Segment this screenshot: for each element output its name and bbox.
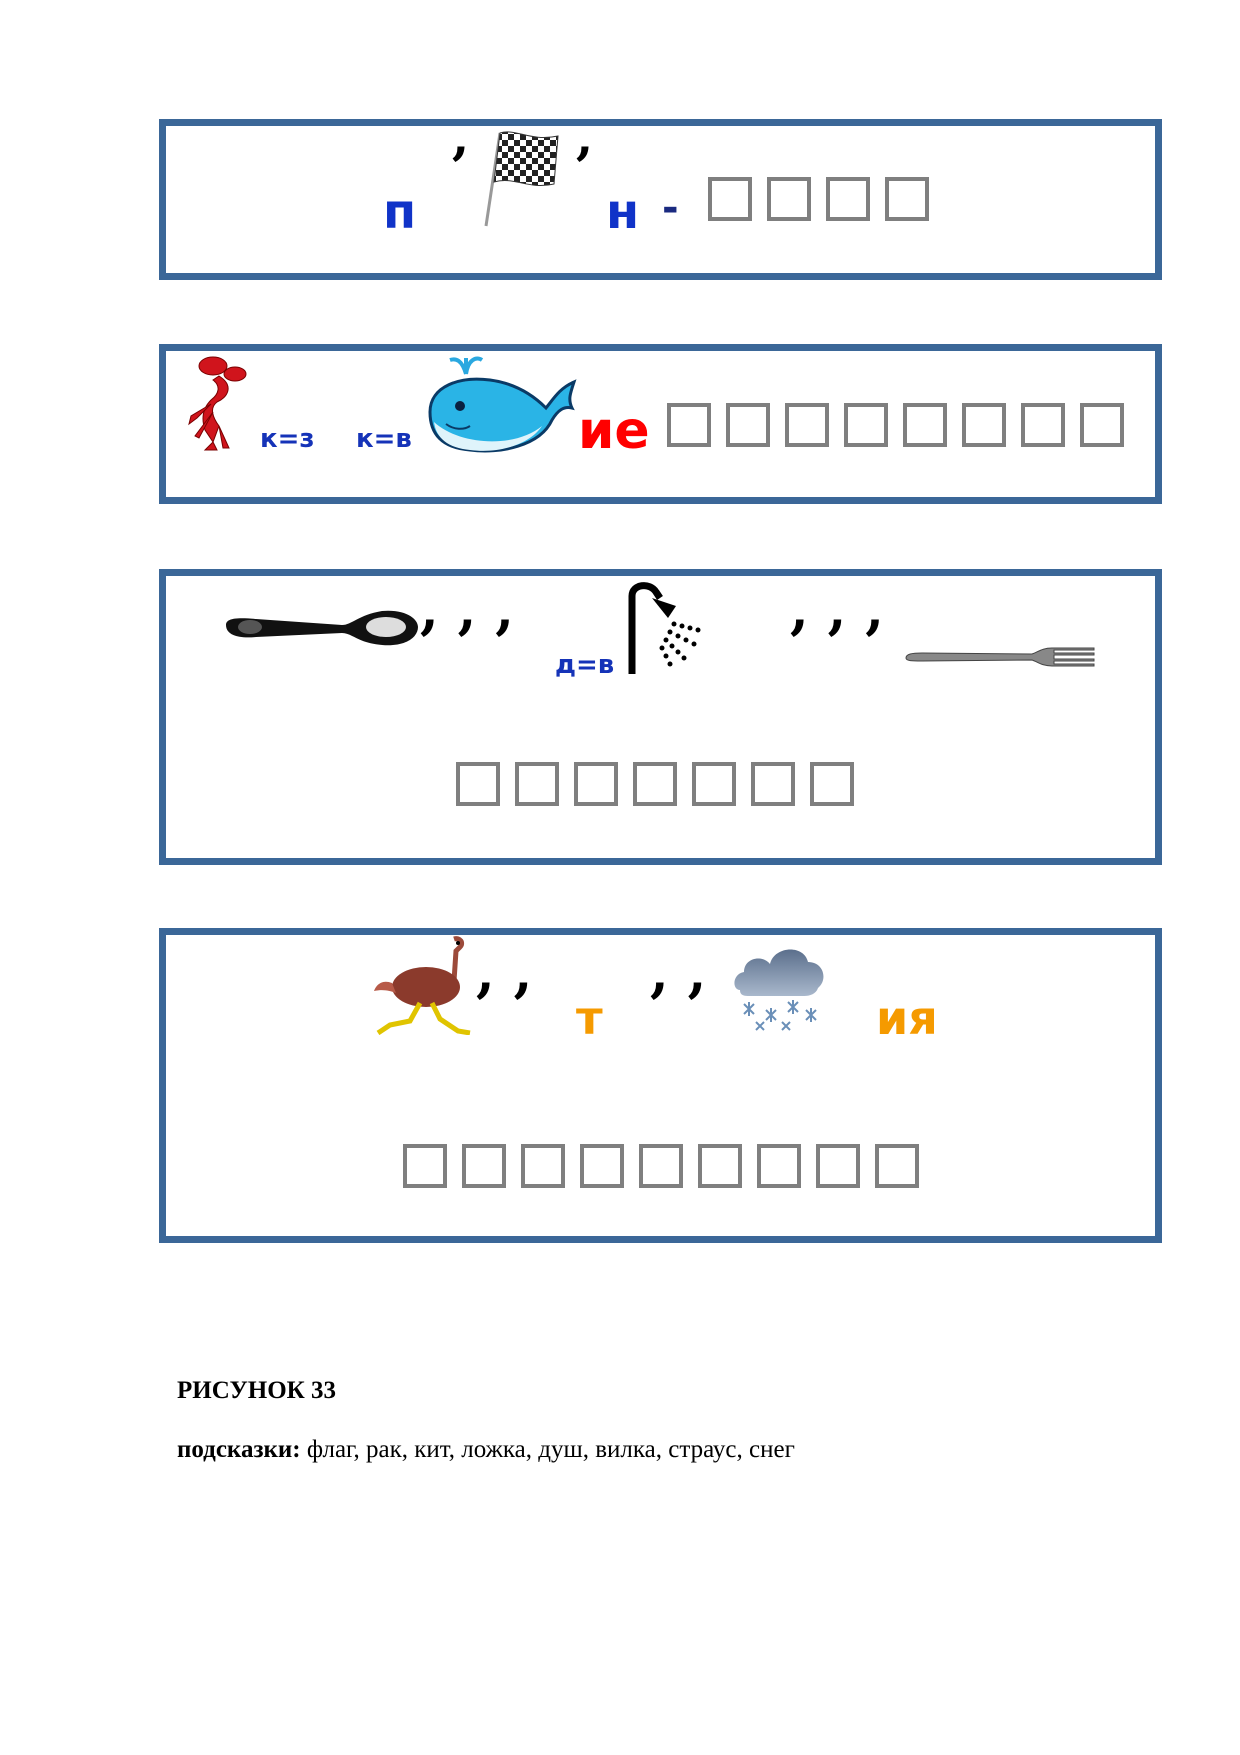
answer-box[interactable] [692,762,736,806]
answer-box[interactable] [751,762,795,806]
comma-2: ’ [574,135,593,199]
answer-box[interactable] [403,1144,447,1188]
answer-box[interactable] [767,177,811,221]
answer-box[interactable] [1080,403,1124,447]
answer-box[interactable] [515,762,559,806]
shower-icon [624,578,714,678]
answer-boxes-4[interactable] [403,1144,919,1188]
answer-boxes-1[interactable] [708,177,929,221]
answer-box[interactable] [962,403,1006,447]
letter-t: т [576,991,603,1045]
crayfish-icon [183,352,255,452]
answer-box[interactable] [633,762,677,806]
answer-box[interactable] [810,762,854,806]
ostrich-icon [370,935,476,1035]
answer-box[interactable] [726,403,770,447]
fork-icon [902,640,1098,674]
spoon-icon [222,605,420,651]
figure-title: РИСУНОК 33 [177,1377,337,1404]
answer-box[interactable] [521,1144,565,1188]
dash: - [662,185,679,231]
hints-line [177,1436,795,1464]
hints-text: флаг, рак, кит, ложка, душ, вилка, страус, снег [300,1436,795,1463]
answer-box[interactable] [826,177,870,221]
checkered-flag-icon [478,128,560,228]
answer-box[interactable] [580,1144,624,1188]
answer-box[interactable] [667,403,711,447]
answer-box[interactable] [885,177,929,221]
answer-box[interactable] [757,1144,801,1188]
commas-shower: , , , [790,577,884,641]
answer-box[interactable] [698,1144,742,1188]
answer-box[interactable] [844,403,888,447]
whale-icon [420,350,580,456]
hint-k-v: к=в [356,424,412,454]
letters-iya: ия [876,991,938,1045]
answer-box[interactable] [785,403,829,447]
comma-1: ’ [450,135,469,199]
snow-cloud-icon [730,940,830,1036]
answer-box[interactable] [456,762,500,806]
answer-boxes-2[interactable] [667,403,1124,447]
hint-d-v: д=в [555,650,615,680]
letter-n: н [606,184,640,240]
answer-box[interactable] [574,762,618,806]
answer-box[interactable] [462,1144,506,1188]
answer-box[interactable] [708,177,752,221]
commas-ostrich: , , [476,940,533,1004]
hints-label: подсказки: [177,1436,301,1463]
letter-p: п [383,184,417,240]
rebus-panel-1 [159,119,1162,280]
answer-boxes-3[interactable] [456,762,854,806]
answer-box[interactable] [903,403,947,447]
answer-box[interactable] [1021,403,1065,447]
hint-k-z: к=з [260,424,315,454]
commas-spoon: , , , [420,577,514,641]
letters-ie: ие [578,401,650,461]
commas-snow: , , [650,940,707,1004]
answer-box[interactable] [875,1144,919,1188]
answer-box[interactable] [816,1144,860,1188]
answer-box[interactable] [639,1144,683,1188]
